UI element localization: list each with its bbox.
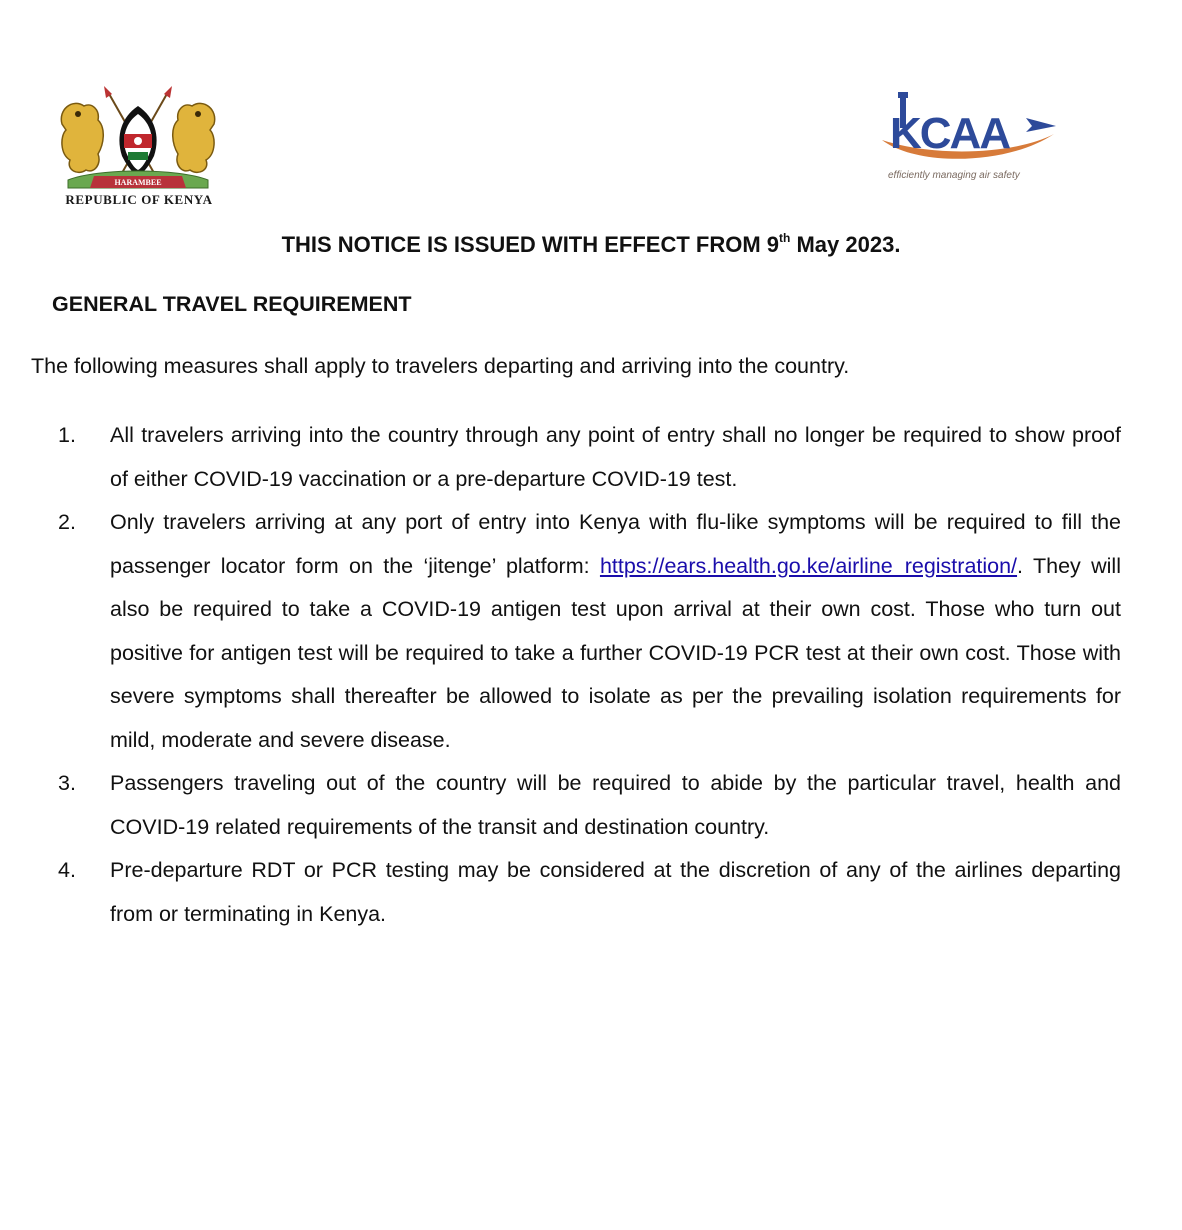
list-item — [58, 501, 1122, 762]
kcaa-logo — [876, 82, 1066, 188]
date-superscript: th — [779, 230, 791, 245]
registration-link[interactable]: https://ears.health.go.ke/airline_registration/ — [599, 553, 1018, 578]
notice-effective-date: THIS NOTICE IS ISSUED WITH EFFECT FROM 9th May 2023. — [281, 230, 901, 257]
coat-of-arms-icon — [48, 84, 228, 196]
list-item-number: 2. — [58, 510, 76, 534]
svg-text:HARAMBEE: HARAMBEE — [114, 178, 162, 187]
kcaa-logo-icon — [876, 82, 1066, 172]
intro-paragraph: The following measures shall apply to travelers departing and arriving into the country. — [31, 354, 850, 378]
svg-text:KCAA: KCAA — [890, 109, 1010, 158]
coat-of-arms-caption: REPUBLIC OF KENYA — [65, 192, 213, 207]
section-heading: GENERAL TRAVEL REQUIREMENT — [52, 292, 412, 316]
kenya-coat-of-arms — [36, 84, 242, 210]
requirements-list — [58, 414, 1122, 936]
list-item-number: 3. — [58, 771, 76, 795]
list-item-number: 1. — [58, 423, 76, 447]
list-item-number: 4. — [58, 858, 76, 882]
list-item-text: Pre-departure RDT or PCR testing may be considered at the discretion of any of the airlines departing from or terminating in Kenya. — [110, 858, 1121, 926]
list-item — [58, 762, 1122, 849]
list-item-text: Passengers traveling out of the country will be required to abide by the particular travel, health and COVID-19 related requirements of the transit and destination country. — [110, 771, 1121, 839]
list-item — [58, 414, 1122, 501]
list-item — [58, 849, 1122, 936]
list-item-text: All travelers arriving into the country through any point of entry shall no longer be required to show proof of either COVID-19 vaccination or a pre-departure COVID-19 test. — [110, 423, 1121, 491]
kcaa-tagline: efficiently managing air safety — [888, 170, 1020, 181]
list-item-text: Only travelers arriving at any port of entry into Kenya with flu-like symptoms will be required to fill the passenger locator form on the ‘jitenge’ platform: https://ears.health.go.ke/airline_registration/. They will also be required to take a COVID-19 antigen test upon arrival at their own cost. Those who turn out positive for antigen test will be required to take a further COVID-19 PCR test at their own cost. Those with severe symptoms shall thereafter be allowed to isolate as per the prevailing isolation requirements for mild, moderate and severe disease. — [110, 510, 1121, 752]
